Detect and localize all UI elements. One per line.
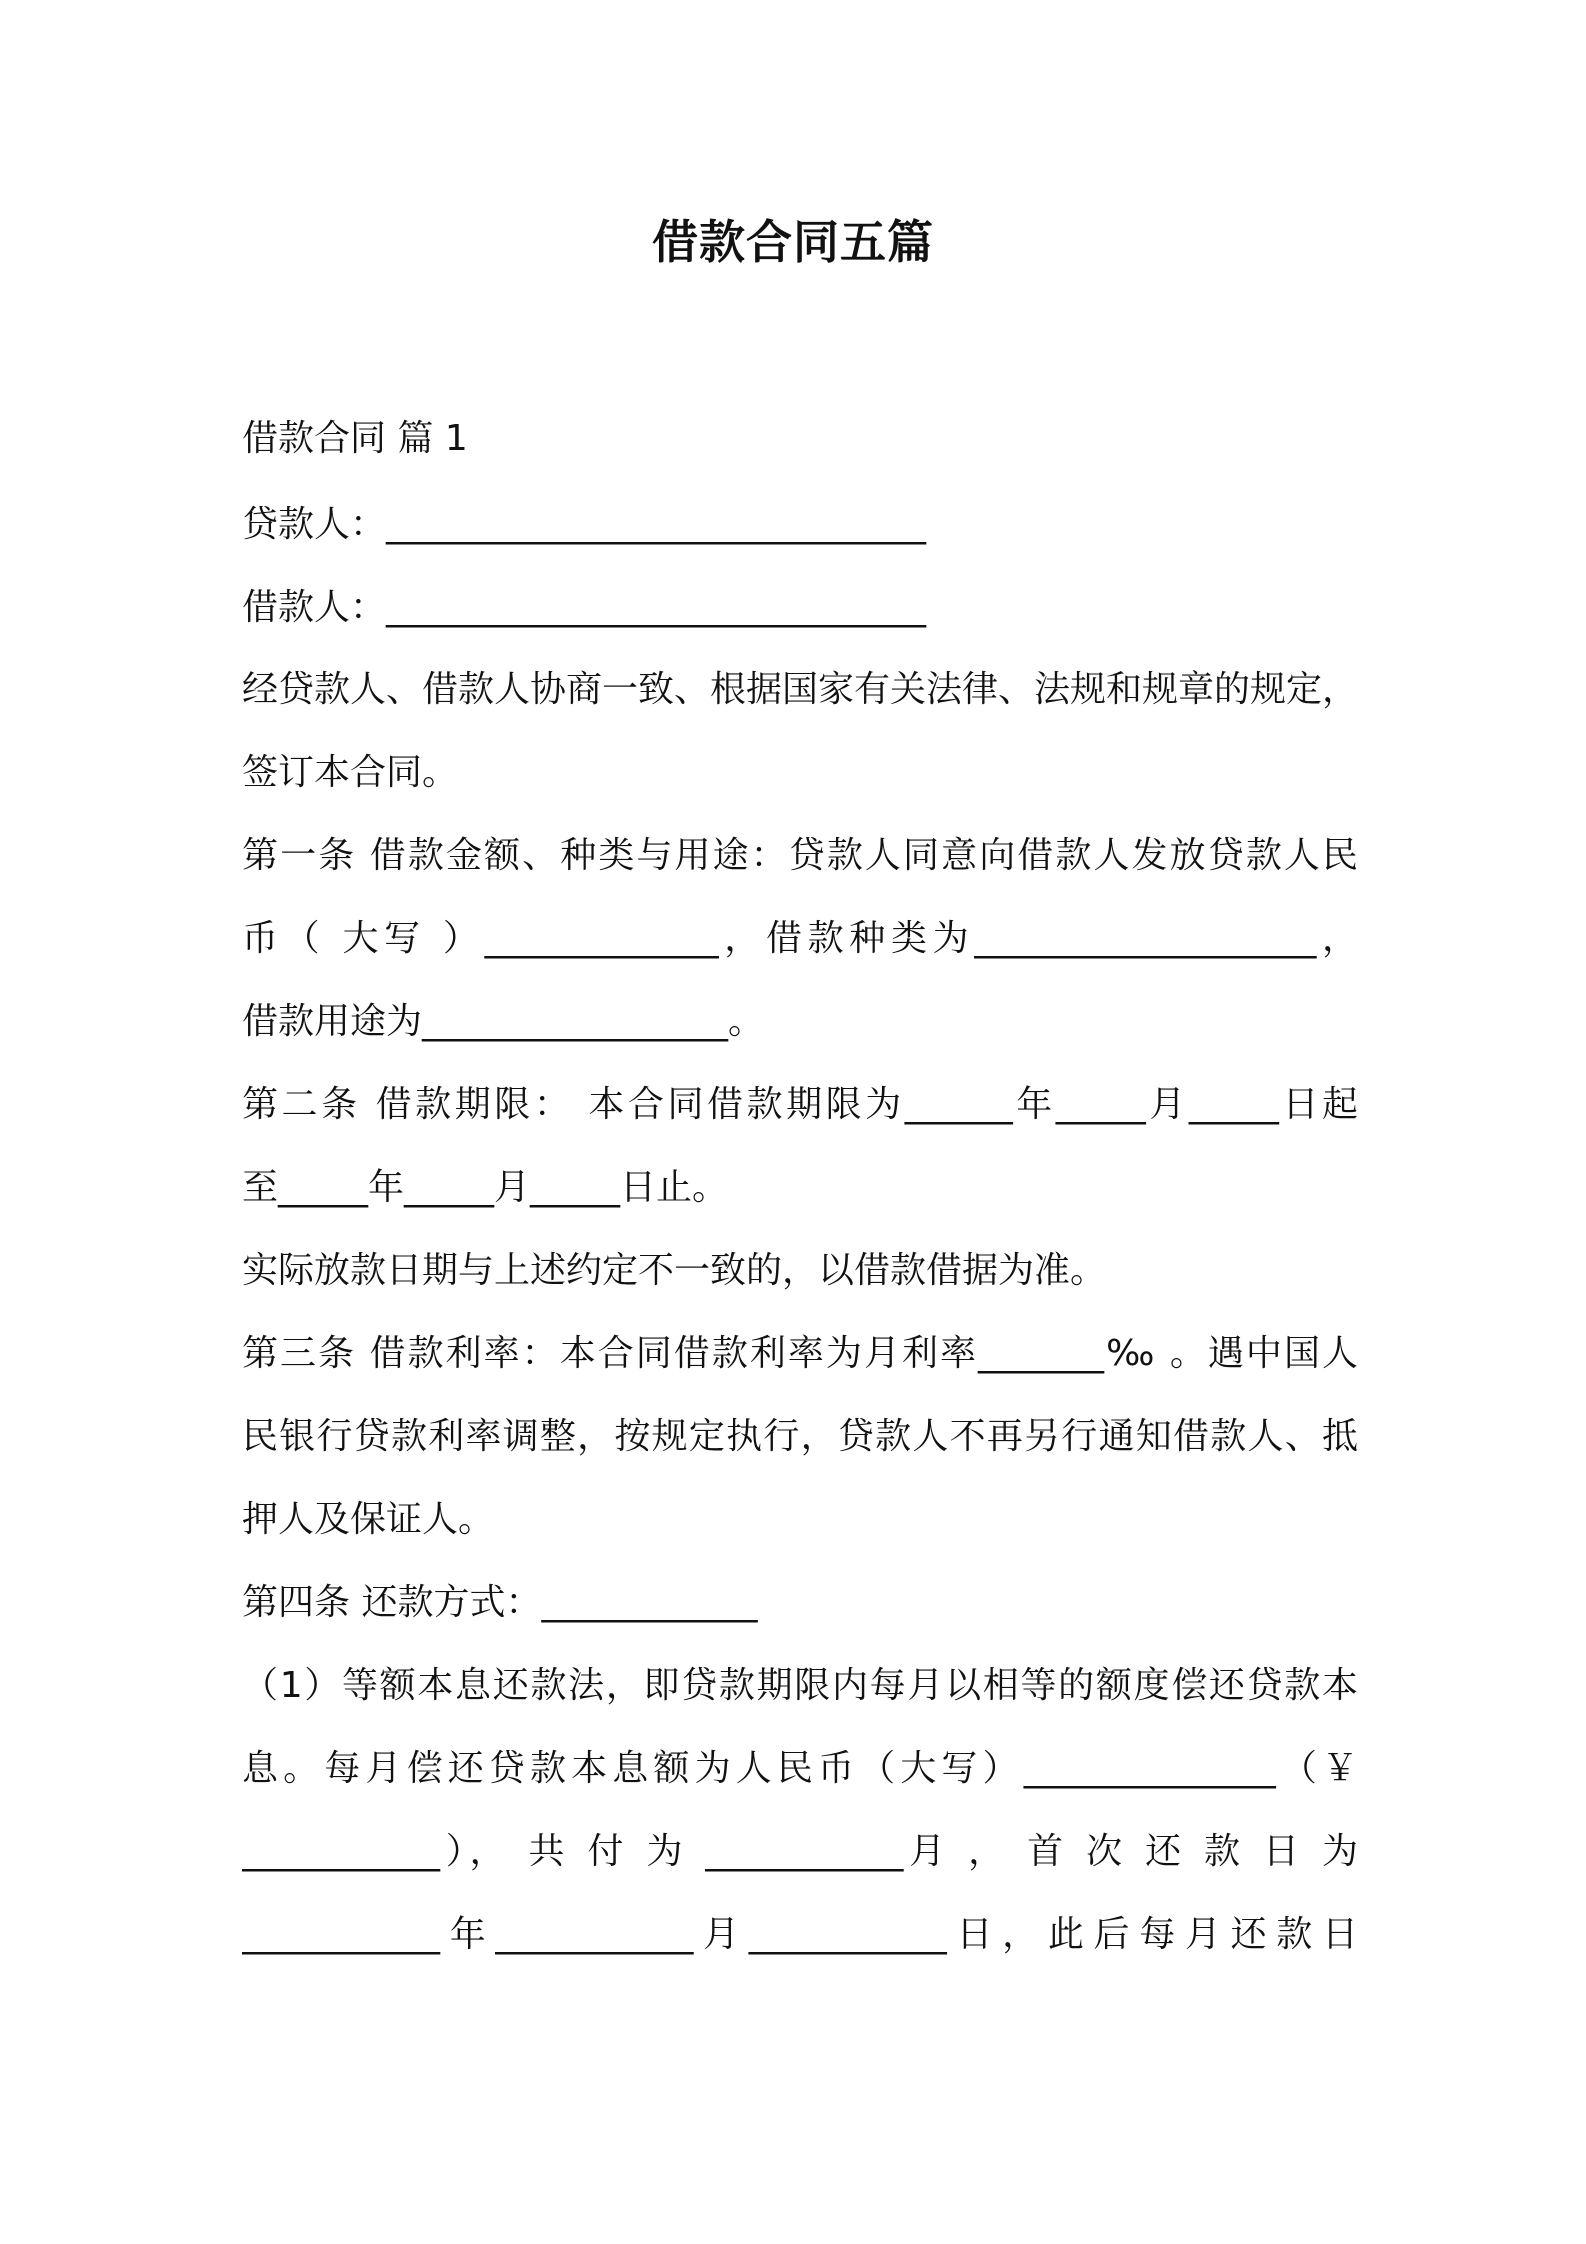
paragraph-line: 签订本合同。 [242, 752, 459, 793]
article-1-line: 第一条 借款金额、种类与用途：贷款人同意向借款人发放贷款人民 [242, 835, 1358, 876]
article-3-line: 民银行贷款利率调整，按规定执行，贷款人不再另行通知借款人、抵 [242, 1416, 1358, 1457]
article-4-line: 第四条 还款方式：____________ [242, 1582, 758, 1623]
paragraph-line: 经贷款人、借款人协商一致、根据国家有关法律、法规和规章的规定， [242, 669, 1358, 710]
article-3-line: 第三条 借款利率：本合同借款利率为月利率_______‰ 。遇中国人 [242, 1333, 1358, 1374]
article-1-line: 借款用途为_________________。 [242, 1001, 765, 1042]
article-2-line: 至_____年_____月_____日止。 [242, 1167, 729, 1208]
article-2-line: 第二条 借款期限： 本合同借款期限为______年_____月_____日起 [242, 1084, 1358, 1125]
lender-field: 贷款人：______________________________ [242, 504, 927, 545]
paragraph-line: 实际放款日期与上述约定不一致的，以借款借据为准。 [242, 1250, 1107, 1291]
section-heading: 借款合同 篇 1 [242, 418, 468, 459]
repayment-line: 息。每月偿还贷款本息额为人民币（大写）______________（￥ [242, 1748, 1358, 1789]
borrower-field: 借款人：______________________________ [242, 587, 927, 628]
article-3-line: 押人及保证人。 [242, 1499, 495, 1540]
article-1-line: 币（ 大写 ）_____________，借款种类为___________________， [242, 918, 1358, 959]
repayment-line: ___________）， 共 付 为 ___________月 ， 首 次 还 款 日 为 [242, 1831, 1358, 1872]
document-title: 借款合同五篇 [652, 215, 934, 269]
repayment-line: ___________年___________月___________日，此后每月还款日 [242, 1914, 1358, 1955]
repayment-line: （1）等额本息还款法，即贷款期限内每月以相等的额度偿还贷款本 [242, 1665, 1358, 1706]
